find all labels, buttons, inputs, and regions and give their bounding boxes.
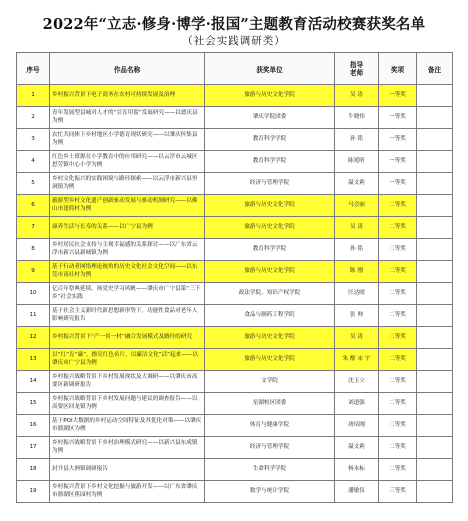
cell-unit: 星湖校区团委 [205, 393, 335, 415]
cell-unit: 旅游与历史文化学院 [205, 261, 335, 283]
table-row [17, 173, 453, 195]
cell-remark [417, 129, 453, 151]
cell-seq: 16 [17, 415, 50, 437]
cell-unit: 旅游与历史文化学院 [205, 327, 335, 349]
cell-award: 二等奖 [379, 437, 417, 459]
document-subtitle: （社会实践调研类） [182, 35, 286, 47]
cell-award: 一等奖 [379, 173, 417, 195]
cell-remark [417, 481, 453, 503]
cell-unit: 教育科学学院 [205, 129, 335, 151]
cell-title: 乡村居民社会支持与主观幸福感的关系探讨——以广东省云浮市新兴县新城镇为例 [50, 239, 205, 261]
cell-unit: 肇庆学院团委 [205, 107, 335, 129]
cell-title: 青年发展型县城对人才的“引育用留”发展研究——以德庆县为例 [50, 107, 205, 129]
table-row [17, 371, 453, 393]
cell-title: 乡村振兴背景下乡村文化挖掘与旅游开发——以广东省肇庆市鼎湖区蕉园村为例 [50, 481, 205, 503]
table-row [17, 261, 453, 283]
cell-seq: 14 [17, 371, 50, 393]
cell-teacher: 刘道强 [335, 393, 379, 415]
cell-teacher: 匡达晴 [335, 283, 379, 305]
header-teacher-line1: 指导 [349, 60, 364, 69]
cell-award: 三等奖 [379, 481, 417, 503]
cell-seq: 10 [17, 283, 50, 305]
cell-teacher: 温文莉 [335, 173, 379, 195]
cell-seq: 15 [17, 393, 50, 415]
cell-remark [417, 327, 453, 349]
cell-seq: 6 [17, 195, 50, 217]
cell-unit: 数学与统计学院 [205, 481, 335, 503]
table-row [17, 85, 453, 107]
document-title: 2022年“立志·修身·博学·报国”主题教育活动校赛获奖名单 [42, 16, 426, 33]
cell-title: 农忙共同体下乡村地区小学德育现状研究——以肇庆怀集县为例 [50, 129, 205, 151]
cell-teacher: 吴 涛 [335, 217, 379, 239]
cell-teacher: 沈玉立 [335, 371, 379, 393]
table-row [17, 459, 453, 481]
cell-teacher: 杨永标 [335, 459, 379, 481]
cell-award: 二等奖 [379, 195, 417, 217]
cell-award: 一等奖 [379, 129, 417, 151]
cell-seq: 8 [17, 239, 50, 261]
cell-teacher: 张 帅 [335, 305, 379, 327]
cell-title: 乡村振兴背景下“产一景一村”融合发展模式及路径的研究 [50, 327, 205, 349]
cell-award: 二等奖 [379, 459, 417, 481]
table-row [17, 327, 453, 349]
cell-award: 二等奖 [379, 371, 417, 393]
cell-remark [417, 305, 453, 327]
cell-award: 二等奖 [379, 217, 417, 239]
cell-remark [417, 261, 453, 283]
cell-remark [417, 349, 453, 371]
cell-unit: 旅游与历史文化学院 [205, 349, 335, 371]
cell-seq: 13 [17, 349, 50, 371]
cell-title: 基于行动者网络理论视角的历史文化社会文化空间——以东莞市南社村为例 [50, 261, 205, 283]
cell-seq: 1 [17, 85, 50, 107]
cell-seq: 11 [17, 305, 50, 327]
cell-seq: 7 [17, 217, 50, 239]
cell-title: 乡村振兴背景下电子商务在农村可持续发展及治理 [50, 85, 205, 107]
cell-award: 二等奖 [379, 349, 417, 371]
cell-title: 红色乡土资源在小学教育中的应用研究——以云浮市云城区思劳镇中心小学为例 [50, 151, 205, 173]
cell-title: 基于POI大数据的乡村运动空间特征及其优化对策——以肇庆市鼎湖区为例 [50, 415, 205, 437]
table-row [17, 481, 453, 503]
cell-unit: 文学院 [205, 371, 335, 393]
cell-award: 二等奖 [379, 261, 417, 283]
cell-unit: 教育科学学院 [205, 239, 335, 261]
cell-remark [417, 393, 453, 415]
cell-unit: 生命科学学院 [205, 459, 335, 481]
header-remark: 备注 [417, 53, 453, 85]
awards-table [16, 52, 453, 503]
header-title: 作品名称 [50, 53, 205, 85]
cell-unit: 政法学院、知识产权学院 [205, 283, 335, 305]
cell-title: 乡村振兴战略背景下乡村治理模式研究——以新兴县东成镇为例 [50, 437, 205, 459]
header-seq: 序号 [17, 53, 50, 85]
cell-teacher: 吴 涛 [335, 327, 379, 349]
cell-unit: 旅游与历史文化学院 [205, 195, 335, 217]
cell-title: 乡村振兴战略背景下乡村发展现状及大调研——以肇庆市高要区新调研报告 [50, 371, 205, 393]
cell-award: 二等奖 [379, 327, 417, 349]
cell-remark [417, 371, 453, 393]
cell-remark [417, 107, 453, 129]
cell-remark [417, 195, 453, 217]
cell-teacher: 温文莉 [335, 437, 379, 459]
cell-teacher: 唐培刚 [335, 415, 379, 437]
cell-unit: 体育与健康学院 [205, 415, 335, 437]
cell-unit: 教育科学学院 [205, 151, 335, 173]
cell-teacher: 孙 铭 [335, 129, 379, 151]
cell-seq: 12 [17, 327, 50, 349]
cell-teacher: 孙 铭 [335, 239, 379, 261]
cell-award: 二等奖 [379, 393, 417, 415]
cell-award: 二等奖 [379, 305, 417, 327]
table-row [17, 437, 453, 459]
cell-remark [417, 217, 453, 239]
cell-remark [417, 239, 453, 261]
cell-teacher: 陈 刚 [335, 261, 379, 283]
table-row [17, 217, 453, 239]
table-row [17, 415, 453, 437]
header-teacher [335, 53, 379, 85]
cell-unit: 经济与管理学院 [205, 173, 335, 195]
table-header-row [17, 53, 453, 85]
cell-seq: 2 [17, 107, 50, 129]
cell-remark [417, 173, 453, 195]
cell-title: 旅游型乡村文化遗产创新驱动发展与驱动机制研究——以佛山市逢简村为例 [50, 195, 205, 217]
table-row [17, 239, 453, 261]
cell-unit: 旅游与历史文化学院 [205, 217, 335, 239]
cell-title: 以“红”育“廉”，擦亮红色名片，以廉洁文化“活”起来——以肇庆市广宁县为例 [50, 349, 205, 371]
cell-teacher: 潘敏仪 [335, 481, 379, 503]
cell-remark [417, 459, 453, 481]
cell-unit: 经济与管理学院 [205, 437, 335, 459]
cell-teacher: 马会丽 [335, 195, 379, 217]
cell-seq: 5 [17, 173, 50, 195]
table-row [17, 107, 453, 129]
cell-teacher: 朱 醇 宋 宇 [335, 349, 379, 371]
cell-title: 亿百年祭典延续，扬党史学习风帆——肇庆市广宁县第“三下乡”社会实践 [50, 283, 205, 305]
cell-award: 二等奖 [379, 415, 417, 437]
cell-unit: 食品与制药工程学院 [205, 305, 335, 327]
table-row [17, 195, 453, 217]
cell-teacher: 牛晓伟 [335, 107, 379, 129]
cell-remark [417, 437, 453, 459]
cell-seq: 17 [17, 437, 50, 459]
cell-teacher: 陈冕昕 [335, 151, 379, 173]
cell-remark [417, 85, 453, 107]
cell-award: 二等奖 [379, 239, 417, 261]
table-row [17, 129, 453, 151]
cell-seq: 9 [17, 261, 50, 283]
cell-title: 封开县大洲镇调研报告 [50, 459, 205, 481]
cell-seq: 19 [17, 481, 50, 503]
cell-remark [417, 283, 453, 305]
header-unit: 获奖单位 [205, 53, 335, 85]
cell-seq: 4 [17, 151, 50, 173]
cell-remark [417, 151, 453, 173]
cell-award: 二等奖 [379, 283, 417, 305]
cell-title: 康养生活与长寿的关系——以广宁县为例 [50, 217, 205, 239]
cell-seq: 18 [17, 459, 50, 481]
header-award: 奖项 [379, 53, 417, 85]
header-teacher-line2: 老师 [349, 68, 364, 77]
cell-title: 乡村振兴战略背景下乡村发展问题与建议的调查报告——以高要区回龙镇为例 [50, 393, 205, 415]
cell-title: 基于社会主义新时代新思想新形势下，功能性食品对老年人影响研究报告 [50, 305, 205, 327]
cell-seq: 3 [17, 129, 50, 151]
cell-unit: 旅游与历史文化学院 [205, 85, 335, 107]
table-row [17, 151, 453, 173]
awards-table-body [17, 85, 453, 503]
cell-award: 一等奖 [379, 85, 417, 107]
cell-title: 乡村文化振兴的实践困境与路径探索——以云浮市新兴县里洞镇为例 [50, 173, 205, 195]
table-row [17, 283, 453, 305]
table-row [17, 305, 453, 327]
cell-remark [417, 415, 453, 437]
cell-teacher: 吴 涛 [335, 85, 379, 107]
table-row [17, 349, 453, 371]
cell-award: 一等奖 [379, 107, 417, 129]
table-row [17, 393, 453, 415]
cell-award: 一等奖 [379, 151, 417, 173]
